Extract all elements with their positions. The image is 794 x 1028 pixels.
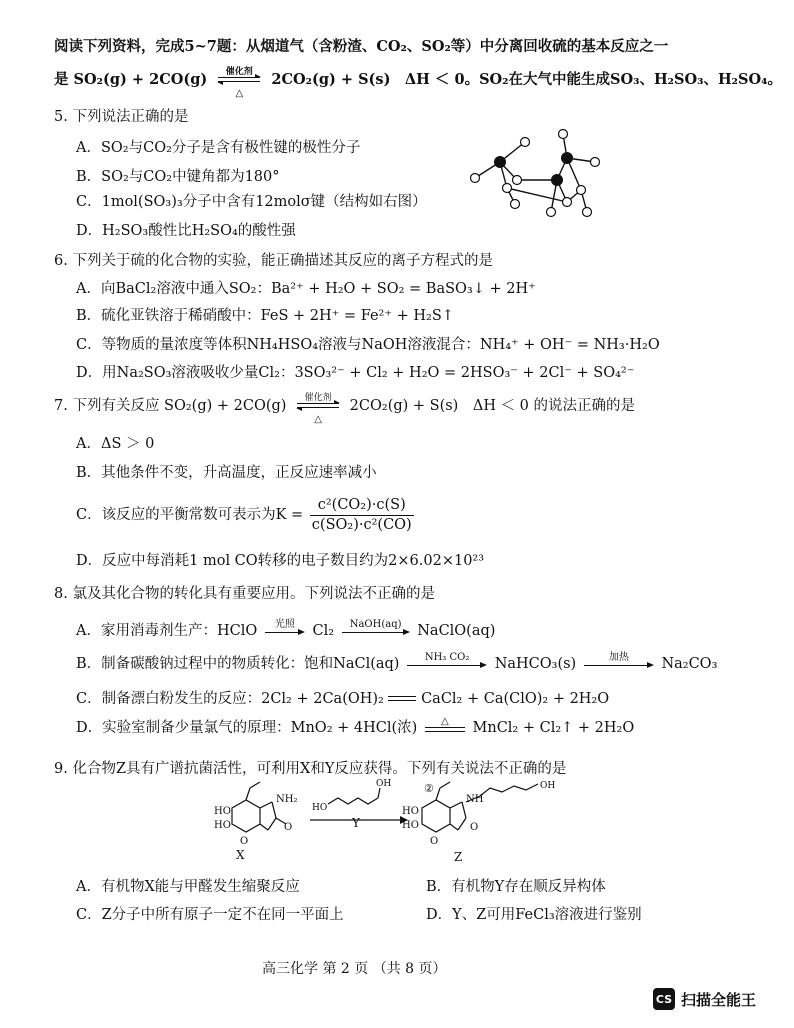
q6-option-d: D．用Na₂SO₃溶液吸收少量Cl₂：3SO₃²⁻ + Cl₂ + H₂O = 2HSO₃⁻ + 2Cl⁻ + SO₄²⁻ <box>76 365 635 381</box>
svg-text:HO: HO <box>214 806 231 817</box>
q7-option-a: A．ΔS ＞ 0 <box>76 436 155 452</box>
q8-c-rhs: CaCl₂ + Ca(ClO)₂ + 2H₂O <box>421 691 610 707</box>
q5-stem: 5. 下列说法正确的是 <box>54 109 189 125</box>
q8-option-a <box>76 619 496 640</box>
q8-a-start: A．家用消毒剂生产：HClO <box>76 623 258 639</box>
heating-condition: 加热 <box>608 652 629 663</box>
q7-heat-label: △ <box>314 414 322 425</box>
q7-stem <box>54 393 636 425</box>
q7-stem-post: 2CO₂(g) + S(s) ΔH ＜ 0 的说法正确的是 <box>349 398 636 414</box>
q8-stem: 8. 氯及其化合物的转化具有重要应用。下列说法不正确的是 <box>54 586 435 602</box>
q9-option-b: B．有机物Y存在顺反异构体 <box>426 879 606 895</box>
svg-text:②: ② <box>424 782 434 795</box>
q8-a-mid: Cl₂ <box>312 623 335 639</box>
svg-text:OH: OH <box>540 781 556 791</box>
svg-text:HO: HO <box>312 803 328 813</box>
q8-d-lhs: D．实验室制备少量氯气的原理：MnO₂ + 4HCl(浓) <box>76 720 418 736</box>
q6-stem: 6. 下列关于硫的化合物的实验，能正确描述其反应的离子方程式的是 <box>54 253 493 269</box>
svg-text:O: O <box>284 822 293 833</box>
q7-option-d: D．反应中每消耗1 mol CO转移的电子数目约为2×6.02×10²³ <box>76 553 485 569</box>
camscanner-text: 扫描全能王 <box>681 990 757 1009</box>
svg-text:O: O <box>470 822 479 833</box>
heat-equals-sign <box>425 716 465 737</box>
intro-line-1: 阅读下列资料，完成5~7题：从烟道气（含粉渣、CO₂、SO₂等）中分离回收硫的基本反应之一 <box>54 38 669 55</box>
nh3-co2-condition: NH₃ CO₂ <box>424 652 470 663</box>
q6-option-b: B．硫化亚铁溶于稀硝酸中：FeS + 2H⁺ = Fe²⁺ + H₂S↑ <box>76 308 454 324</box>
q8-a-end: NaClO(aq) <box>417 623 496 639</box>
svg-text:O: O <box>240 836 249 847</box>
label-z: Z <box>454 850 463 864</box>
naoh-arrow <box>342 619 410 640</box>
q8-option-d <box>76 716 635 737</box>
so3-trimer-structure-figure <box>455 120 605 230</box>
light-condition: 光照 <box>274 619 295 630</box>
equals-sign <box>388 693 416 705</box>
q5-option-d: D．H₂SO₃酸性比H₂SO₄的酸性强 <box>76 223 296 239</box>
q9-option-c: C．Z分子中所有原子一定不在同一平面上 <box>76 907 344 923</box>
camscanner-watermark <box>653 986 785 1012</box>
q5-option-c: C．1mol(SO₃)₃分子中含有12molσ键（结构如右图） <box>76 194 427 210</box>
heating-arrow <box>584 652 654 673</box>
heat-label: △ <box>235 88 244 99</box>
intro-equation-rhs: 2CO₂(g) + S(s) ΔH ＜ 0。SO₂在大气中能生成SO₃、H₂SO₃、H₂SO₄。 <box>271 71 782 88</box>
svg-text:NH: NH <box>466 794 484 805</box>
fraction-numerator: c²(CO₂)·c(S) <box>310 496 414 516</box>
q9-option-d: D．Y、Z可用FeCl₃溶液进行鉴别 <box>426 907 642 923</box>
reaction-scheme-figure <box>210 778 590 870</box>
svg-text:OH: OH <box>376 779 392 789</box>
q8-b-mid: NaHCO₃(s) <box>494 656 577 672</box>
q7-stem-pre: 7. 下列有关反应 SO₂(g) + 2CO(g) <box>54 398 287 414</box>
q7-equilibrium-arrow <box>295 393 341 425</box>
q8-b-start: B．制备碳酸钠过程中的物质转化：饱和NaCl(aq) <box>76 656 400 672</box>
label-x: X <box>236 848 245 862</box>
svg-text:HO: HO <box>402 820 419 831</box>
q8-d-rhs: MnCl₂ + Cl₂↑ + 2H₂O <box>472 720 635 736</box>
q6-option-a: A．向BaCl₂溶液中通入SO₂：Ba²⁺ + H₂O + SO₂ = BaSO₃↓ + 2H⁺ <box>76 281 536 297</box>
naoh-condition: NaOH(aq) <box>349 619 402 630</box>
light-arrow <box>265 619 305 640</box>
q9-stem: 9. 化合物Z具有广谱抗菌活性，可利用X和Y反应获得。下列有关说法不正确的是 <box>54 761 567 777</box>
q7-catalyst-label: 催化剂 <box>304 393 332 403</box>
svg-text:HO: HO <box>402 806 419 817</box>
label-y: Y <box>352 816 360 830</box>
equilibrium-constant-fraction <box>310 496 414 535</box>
equilibrium-arrow <box>216 67 262 99</box>
q8-b-end: Na₂CO₃ <box>661 656 718 672</box>
camscanner-logo-icon: CS <box>653 988 675 1010</box>
q7-option-c-text: C．该反应的平衡常数可表示为K = <box>76 507 304 523</box>
q5-option-b: B．SO₂与CO₂中键角都为180° <box>76 169 280 185</box>
page-footer: 高三化学 第 2 页 （共 8 页） <box>262 961 447 977</box>
q8-c-lhs: C．制备漂白粉发生的反应：2Cl₂ + 2Ca(OH)₂ <box>76 691 384 707</box>
q6-option-c: C．等物质的量浓度等体积NH₄HSO₄溶液与NaOH溶液混合：NH₄⁺ + OH⁻ = NH₃·H₂O <box>76 337 660 353</box>
svg-text:NH₂: NH₂ <box>276 794 298 805</box>
q7-option-b: B．其他条件不变，升高温度，正反应速率减小 <box>76 465 377 481</box>
catalyst-label: 催化剂 <box>225 67 253 77</box>
svg-text:O: O <box>430 836 439 847</box>
nh3-co2-arrow <box>407 652 487 673</box>
intro-equation-lhs: 是 SO₂(g) + 2CO(g) <box>54 71 208 88</box>
heat-condition: △ <box>441 716 449 727</box>
q5-option-a: A．SO₂与CO₂分子是含有极性键的极性分子 <box>76 140 361 156</box>
q9-option-a: A．有机物X能与甲醛发生缩聚反应 <box>76 879 300 895</box>
intro-line-2 <box>54 67 782 99</box>
q8-option-c <box>76 690 609 708</box>
svg-text:HO: HO <box>214 820 231 831</box>
q8-option-b <box>76 652 718 673</box>
q7-option-c <box>76 496 414 535</box>
fraction-denominator: c(SO₂)·c²(CO) <box>311 517 412 533</box>
